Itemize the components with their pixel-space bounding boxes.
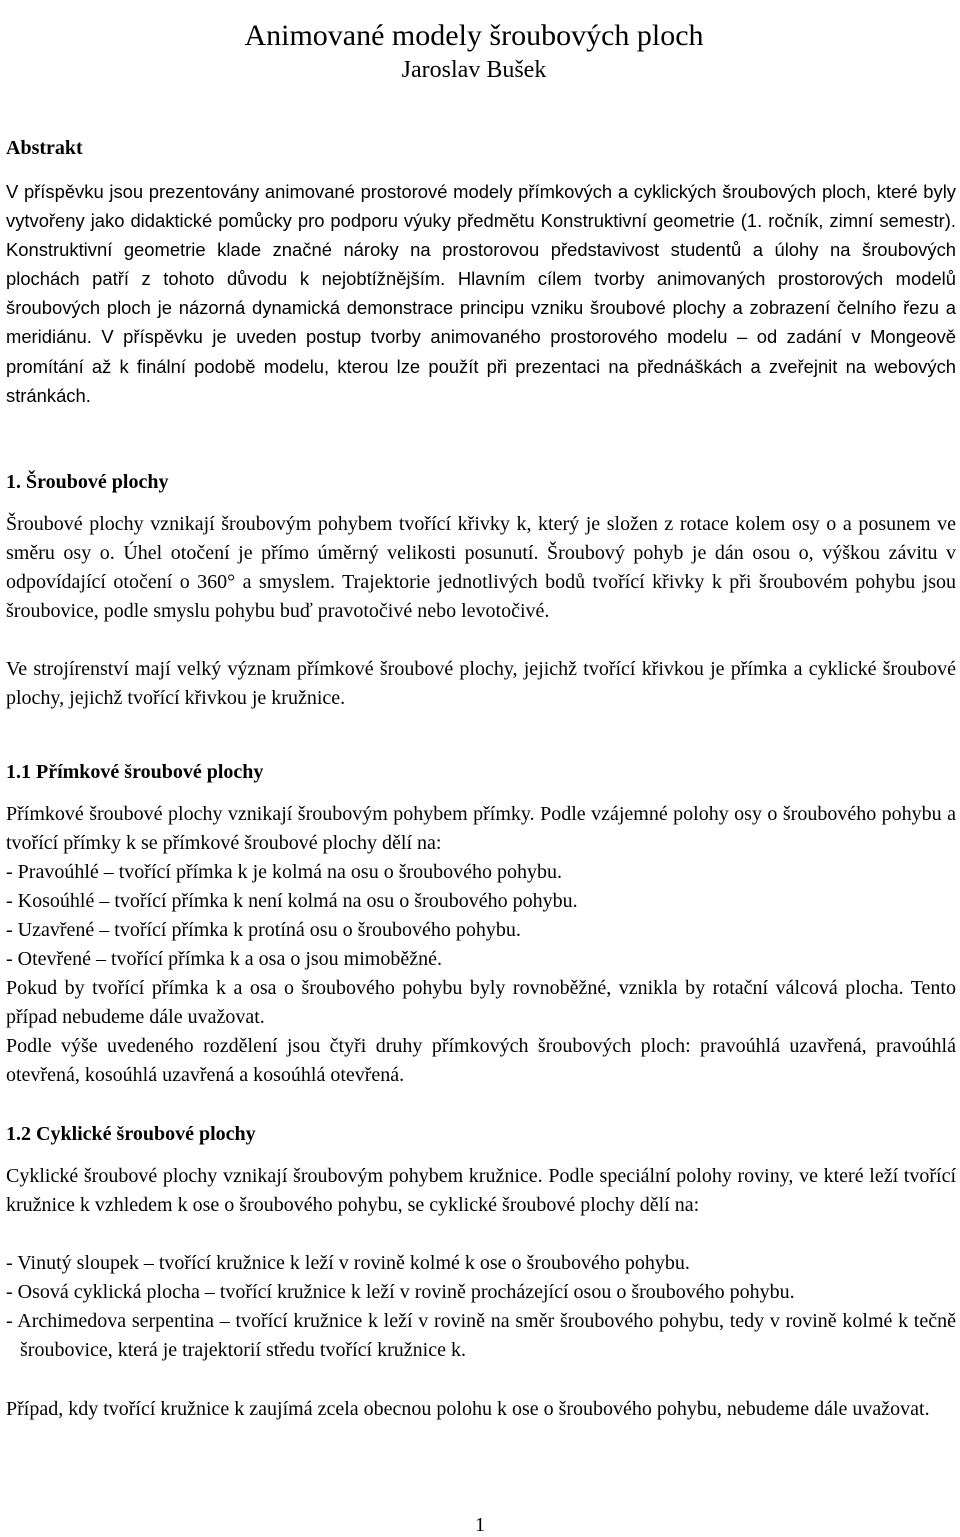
page-number: 1 [475,1514,485,1536]
section-1-1-intro: Přímkové šroubové plochy vznikají šroubovým pohybem přímky. Podle vzájemné polohy osy o šroubového pohybu a tvořící přímky k se přímkové šroubové plochy dělí na: [6,803,956,855]
section-1-1-heading: 1.1 Přímkové šroubové plochy [6,761,264,783]
section-1-1-paragraph-2: Pokud by tvořící přímka k a osa o šroubového pohybu byly rovnoběžné, vznikla by rotační válcová plocha. Tento případ nebudeme dále uvažovat. [6,977,956,1029]
list-item: - Pravoúhlé – tvořící přímka k je kolmá na osu o šroubového pohybu. [6,861,563,883]
section-1-1-paragraph-3: Podle výše uvedeného rozdělení jsou čtyři druhy přímkových šroubových ploch: pravoúhlá uzavřená, pravoúhlá otevřená, kosoúhlá uzavřená a kosoúhlá otevřená. [6,1035,956,1087]
list-item: - Kosoúhlé – tvořící přímka k není kolmá na osu o šroubového pohybu. [6,890,578,913]
abstract-text: V příspěvku jsou prezentovány animované prostorové modely přímkových a cyklických šroubových ploch, které byly vytvořeny jako didaktické pomůcky pro podporu výuky předmětu Konstruktivní geometrie (1. ročník, zimní semestr). Konstruktivní geometrie klade značné nároky na prostorovou představivost studentů a úlohy na šroubových plochách patří z tohoto důvodu k nejobtížnějším. Hlavním cílem tvorby animovaných prostorových modelů šroubových ploch je názorná dynamická demonstrace principu vzniku šroubové plochy a zobrazení čelního řezu a meridiánu. V příspěvku je uveden postup tvorby animovaného prostorového modelu – od zadání v Mongeově promítání až k finální podobě modelu, kterou lze použít při prezentaci na přednáškách a zveřejnit na webových stránkách. [6,181,956,406]
page-title: Animované modely šroubových ploch [244,19,704,53]
list-item: - Vinutý sloupek – tvořící kružnice k leží v rovině kolmé k ose o šroubového pohybu. [6,1252,690,1274]
section-1-paragraph-2: Ve strojírenství mají velký význam přímkové šroubové plochy, jejichž tvořící křivkou je přímka a cyklické šroubové plochy, jejichž tvořící křivkou je kružnice. [6,658,956,710]
list-item: - Archimedova serpentina – tvořící kružnice k leží v rovině na směr šroubového pohybu, tedy v rovině kolmé k tečně šroubovice, která je trajektorií středu tvořící kružnice k. [6,1310,956,1362]
section-1-1-list [6,858,956,974]
section-1-2-paragraph-2: Případ, kdy tvořící kružnice k zaujímá zcela obecnou polohu k ose o šroubového pohybu, nebudeme dále uvažovat. [6,1398,930,1420]
section-1-heading: 1. Šroubové plochy [6,471,169,493]
abstract-heading: Abstrakt [6,137,83,159]
list-item: - Osová cyklická plocha – tvořící kružnice k leží v rovině procházející osou o šroubového pohybu. [6,1281,795,1304]
author: Jaroslav Bušek [401,57,547,83]
section-1-2-intro: Cyklické šroubové plochy vznikají šroubovým pohybem kružnice. Podle speciální polohy roviny, ve které leží tvořící kružnice k vzhledem k ose o šroubového pohybu, se cyklické šroubové plochy dělí na: [6,1165,956,1217]
list-item: - Otevřené – tvořící přímka k a osa o jsou mimoběžné. [6,948,442,971]
section-1-2-list [6,1249,956,1365]
list-item: - Uzavřené – tvořící přímka k protíná osu o šroubového pohybu. [6,919,521,942]
section-1-2-heading: 1.2 Cyklické šroubové plochy [6,1123,256,1145]
section-1-paragraph-1: Šroubové plochy vznikají šroubovým pohybem tvořící křivky k, který je složen z rotace kolem osy o a posunem ve směru osy o. Úhel otočení je přímo úměrný velikosti posunutí. Šroubový pohyb je dán osou o, výškou závitu v odpovídající otočení o 360° a smyslem. Trajektorie jednotlivých bodů tvořící křivky k při šroubovém pohybu jsou šroubovice, podle smyslu pohybu buď pravotočivé nebo levotočivé. [6,513,956,623]
